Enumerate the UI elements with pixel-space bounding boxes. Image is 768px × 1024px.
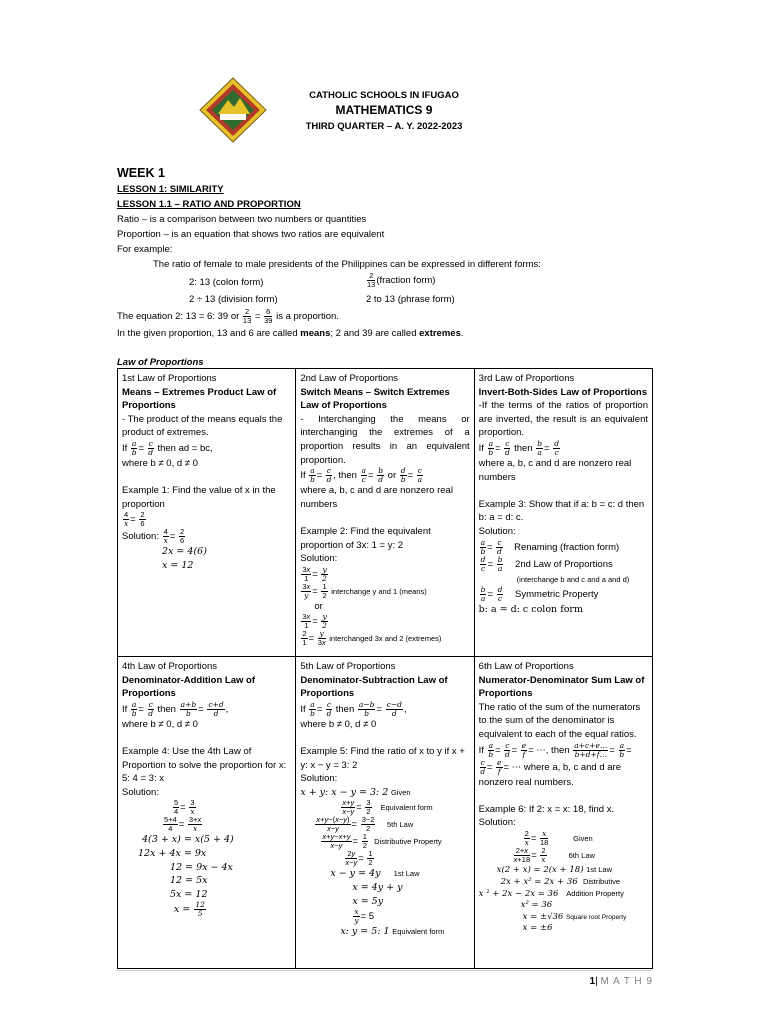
law-6-formula-cont: $\frac{c}{d}$ = $\frac{e}{f}$ = ⋯ where a, b, c and d are nonzero real numbers. (478, 757, 621, 788)
example-6-note-1: Given (573, 833, 593, 843)
law-1-where: where b ≠ 0, d ≠ 0 (122, 457, 198, 469)
example-2-step-1: $\frac{3x}{1}$ = $\frac{y}{2}$ (302, 564, 327, 583)
example-6-step-3 (479, 864, 648, 876)
example-5-step-1 (300, 786, 469, 800)
example-2-prompt: Example 2: Find the equivalent proportion of 3x: 1 = y: 2 (300, 525, 431, 551)
ratio-definition: Ratio – is a comparison between two numbers or quantities (117, 214, 367, 225)
example-2-step-4: $\frac{2}{1}$ = $\frac{y}{3x}$ interchanged 3x and 2 (extremes) (302, 629, 442, 648)
law-5-title: 5th Law of Proportions (300, 661, 396, 672)
example-1-step-3: x = 12 (162, 559, 194, 571)
example-6-step-1: $\frac{2}{x}$ = $\frac{x}{18}$ Given (524, 828, 593, 847)
example-5-solution-label: Solution: (300, 773, 338, 785)
week-heading: WEEK 1 (117, 166, 165, 180)
example-4-prompt: Example 4: Use the 4th Law of Proportion to solve the proportion for x: 5: 4 = 3: x (122, 745, 287, 785)
example-3-step-3: $\frac{b}{a}$ = $\frac{d}{c}$ Symmetric Property (480, 585, 599, 604)
example-6-step-8: x = ±6 (522, 922, 553, 933)
form-fraction-label: (fraction form) (376, 275, 436, 287)
law-2-title: 2nd Law of Proportions (300, 373, 399, 384)
law-cell-5 (296, 657, 474, 969)
example-6-note-3: 1st Law (586, 864, 613, 874)
law-5-name: Denominator-Subtraction Law of Proportions (300, 674, 448, 700)
law-cell-3 (474, 369, 652, 657)
law-4-title: 4th Law of Proportions (122, 661, 218, 672)
example-3-reason-3: Symmetric Property (515, 589, 599, 601)
law-3-name: Invert-Both-Sides Law of Proportions (478, 386, 648, 398)
example-6-step-5 (479, 888, 648, 900)
form-division: 2 ÷ 13 (division form) (189, 294, 278, 305)
for-example-label: For example: (117, 244, 173, 255)
example-4-step-1: $\frac{5}{4}$ = $\frac{3}{x}$ (174, 798, 195, 817)
law-cell-6 (474, 657, 652, 969)
law-of-proportions-heading: Law of Proportions (117, 357, 204, 368)
example-1-proportion: $\frac{4}{x}$ = $\frac{2}{6}$ (123, 510, 145, 529)
example-5-prompt: Example 5: Find the ratio of x to y if x + y: x − y = 3: 2 (300, 745, 465, 771)
example-5-step-4: $\frac{x+y-x+y}{x-y}$ = $\frac{1}{2}$ Distributive Property (322, 832, 442, 851)
example-4-step-2: $\frac{5+4}{4}$ = $\frac{3+x}{x}$ (164, 815, 202, 834)
example-5-step-5-eq: x − y = 4y (330, 868, 381, 880)
example-4-step-6: 12 = 5x (170, 875, 208, 887)
example-6-step-3-eq: x(2 + x) = 2(x + 18) (496, 864, 584, 875)
example-2-or: or (314, 600, 323, 612)
school-name: CATHOLIC SCHOOLS IN IFUGAO (309, 90, 459, 101)
law-6-where: where a, b, c and d are nonzero real numbers. (478, 761, 621, 788)
example-5-step-6: x = 4y + y (352, 881, 403, 893)
example-3-step-2: $\frac{d}{c}$ = $\frac{b}{a}$ 2nd Law of Proportions (480, 554, 613, 573)
means-sentence-a: In the given proportion, 13 and 6 are called (117, 328, 298, 339)
example-4-step-3: 4(3 + x) = x(5 + 4) (142, 834, 234, 846)
example-6-note-7: Square root Property (565, 913, 627, 921)
extremes-word: extremes (419, 328, 461, 339)
law-2-name: Switch Means – Switch Extremes Law of Proportions (300, 386, 450, 412)
example-4-step-4: 12x + 4x = 9x (138, 847, 207, 859)
example-1-solution: Solution: $\frac{4}{x}$ = $\frac{2}{6}$ (122, 527, 185, 546)
law-4-name: Denominator-Addition Law of Proportions (122, 674, 255, 700)
example-5-note-1: Given (390, 787, 411, 797)
equation-sentence: The equation 2: 13 = 6: 39 or $\frac{2}{13}$ = $\frac{6}{39}$ is a proportion. (117, 307, 339, 325)
means-sentence-b: ; 2 and 39 are called (330, 328, 417, 339)
example-4-step-5: 12 = 9x − 4x (170, 861, 233, 873)
equation-pre: The equation 2: 13 = 6: 39 or (117, 311, 240, 323)
quarter-line: THIRD QUARTER – A. Y. 2022-2023 (305, 121, 463, 132)
example-5-step-1-eq: x + y: x − y = 3: 2 (300, 786, 389, 798)
example-6-step-7-eq: x = ±√36 (522, 911, 564, 922)
example-4-step-7: 5x = 12 (170, 888, 208, 900)
form-colon: 2: 13 (colon form) (189, 277, 264, 288)
proportion-definition: Proportion – is an equation that shows two ratios are equivalent (117, 229, 385, 240)
example-5-note-5: 1st Law (393, 869, 420, 879)
example-5-step-3: $\frac{x+y-(x-y)}{x-y}$ = $\frac{3-2}{2}$ 5th Law (316, 815, 414, 834)
example-6-step-6: x² = 36 (520, 899, 553, 910)
example-5-note-3: 5th Law (386, 820, 414, 830)
example-5-step-7: x = 5y (352, 895, 384, 907)
example-6-note-5: Addition Property (566, 888, 624, 898)
means-word: means (300, 328, 331, 339)
means-extremes-sentence (117, 327, 464, 341)
example-5-note-9: Equivalent form (392, 927, 445, 937)
law-4-where: where b ≠ 0, d ≠ 0 (122, 718, 198, 730)
example-sentence: The ratio of female to male presidents of the Philippines can be expressed in different forms: (153, 259, 541, 270)
example-3-reason-2: 2nd Law of Proportions (515, 558, 613, 570)
example-2-step-2: $\frac{3x}{y}$ = $\frac{1}{2}$ interchange y and 1 (means) (302, 581, 427, 600)
example-5-step-9-eq: x: y = 5: 1 (340, 926, 390, 938)
example-6-step-4 (479, 876, 648, 888)
law-5-formula: If $\frac{a}{b}$ = $\frac{c}{d}$ then $\frac{a-b}{b}$ = $\frac{c-d}{d}$ , (300, 699, 407, 718)
example-3-step-4: b: a = d: c colon form (478, 604, 583, 616)
sublesson-heading: LESSON 1.1 – RATIO AND PROPORTION (117, 199, 301, 210)
law-5-where: where b ≠ 0, d ≠ 0 (300, 718, 377, 730)
example-1-solution-label: Solution: (122, 531, 159, 543)
footer (560, 976, 653, 987)
example-3-step-1: $\frac{a}{b}$ = $\frac{c}{d}$ Renaming (fraction form) (480, 537, 620, 556)
example-2-step-3: $\frac{3x}{1}$ = $\frac{y}{2}$ (302, 612, 327, 631)
law-cell-4 (118, 657, 296, 969)
law-3-where: where a, b, c and d are nonzero real numbers (478, 457, 632, 483)
law-1-formula: If $\frac{a}{b}$ = $\frac{c}{d}$ then ad = bc, (122, 438, 213, 457)
example-5-step-9 (300, 925, 469, 939)
law-1-then: then ad = bc, (157, 442, 213, 454)
equation-post: is a proportion. (276, 311, 339, 323)
lesson-heading: LESSON 1: SIMILARITY (117, 184, 224, 195)
example-2-note-1: interchange y and 1 (means) (331, 586, 427, 596)
example-1-step-2: 2x = 4(6) (162, 546, 207, 558)
footer-label: M A T H 9 (600, 976, 653, 987)
example-2-solution-label: Solution: (300, 553, 338, 565)
law-1-title: 1st Law of Proportions (122, 373, 217, 384)
subject-title: MATHEMATICS 9 (335, 103, 433, 117)
example-6-note-2: 6th Law (568, 850, 595, 860)
example-6-step-5-eq: x ² + 2x − 2x = 36 (478, 888, 559, 899)
example-3-prompt: Example 3: Show that if a: b = c: d then b: a = d: c. (478, 498, 645, 524)
example-4-solution-label: Solution: (122, 786, 159, 798)
law-4-formula: If $\frac{a}{b}$ = $\frac{c}{d}$ then $\frac{a+b}{b}$ = $\frac{c+d}{d}$ , (122, 699, 229, 718)
example-5-note-2: Equivalent form (380, 803, 433, 813)
law-6-description: The ratio of the sum of the numerators to the sum of the denominator is equivalent to each of the equal ratios. (478, 701, 641, 740)
example-4-step-8: x = $\frac{12}{5}$ (174, 900, 205, 919)
example-6-solution-label: Solution: (478, 817, 516, 829)
means-sentence-c: . (460, 328, 464, 339)
example-2-note-2: interchanged 3x and 2 (extremes) (329, 634, 442, 644)
law-1-name: Means – Extremes Product Law of Proportions (122, 386, 277, 412)
law-cell-2 (296, 369, 474, 657)
law-3-formula: If $\frac{a}{b}$ = $\frac{c}{d}$ then $\frac{b}{a}$ = $\frac{d}{c}$ (478, 438, 560, 457)
law-2-formula: If $\frac{a}{b}$ = $\frac{c}{d}$ , then $\frac{a}{c}$ = $\frac{b}{d}$ or $\frac{d}{b}$ = $\frac{c}{a}$ (300, 466, 423, 485)
law-cell-1 (118, 369, 296, 657)
example-6-note-4: Distributive (582, 876, 621, 886)
example-5-note-4: Distributive Property (374, 837, 442, 847)
example-5-step-4b: $\frac{2y}{x-y}$ = $\frac{1}{2}$ (345, 849, 373, 868)
law-2-where: where a, b, c and d are nonzero real numbers (300, 485, 453, 510)
footer-page-number: 1 (589, 976, 596, 987)
example-5-step-2: $\frac{x+y}{x-y}$ = $\frac{3}{2}$ Equivalent form (342, 798, 433, 817)
example-3-solution-label: Solution: (478, 525, 516, 537)
law-1-description: - The product of the means equals the product of extremes. (122, 413, 283, 439)
law-2-description: - Interchanging the means or interchanging the extremes of a proportion results in an equivalent proportion. (300, 413, 470, 466)
law-6-formula: If $\frac{a}{b}$ = $\frac{c}{d}$ = $\frac{e}{f}$ = ⋯, then $\frac{a+c+e\dots}{b+d+f\dots}$ = $\frac{a}{b}$ = (478, 740, 632, 759)
law-3-title: 3rd Law of Proportions (478, 373, 575, 384)
footer-separator: | (595, 976, 598, 987)
example-5-step-5 (300, 867, 469, 881)
example-6-step-4-eq: 2x + x² = 2x + 36 (500, 876, 578, 887)
example-1-prompt: Example 1: Find the value of x in the proportion (122, 485, 276, 510)
example-3-reason-1: Renaming (fraction form) (514, 541, 620, 553)
laws-table (117, 368, 653, 969)
example-3-reason-2-note: (interchange b and c and a and d) (516, 574, 630, 584)
footer-divider (117, 970, 653, 971)
law-6-title: 6th Law of Proportions (478, 661, 574, 672)
form-phrase: 2 to 13 (phrase form) (366, 294, 455, 305)
example-6-step-7 (479, 911, 648, 923)
example-6-prompt: Example 6: If 2: x = x: 18, find x. (478, 803, 615, 815)
form-fraction: $\frac{2}{13}$ (fraction form) (367, 271, 436, 289)
law-6-name: Numerator-Denominator Sum Law of Proportions (478, 674, 645, 700)
example-5-step-8: $\frac{x}{y}$ = 5 (354, 907, 375, 926)
example-6-step-2: $\frac{2+x}{x+18}$ = $\frac{2}{x}$ 6th Law (513, 845, 595, 864)
law-3-description: -If the terms of the ratios of proportion are inverted, the result is an equivalent proportion. (478, 400, 648, 439)
